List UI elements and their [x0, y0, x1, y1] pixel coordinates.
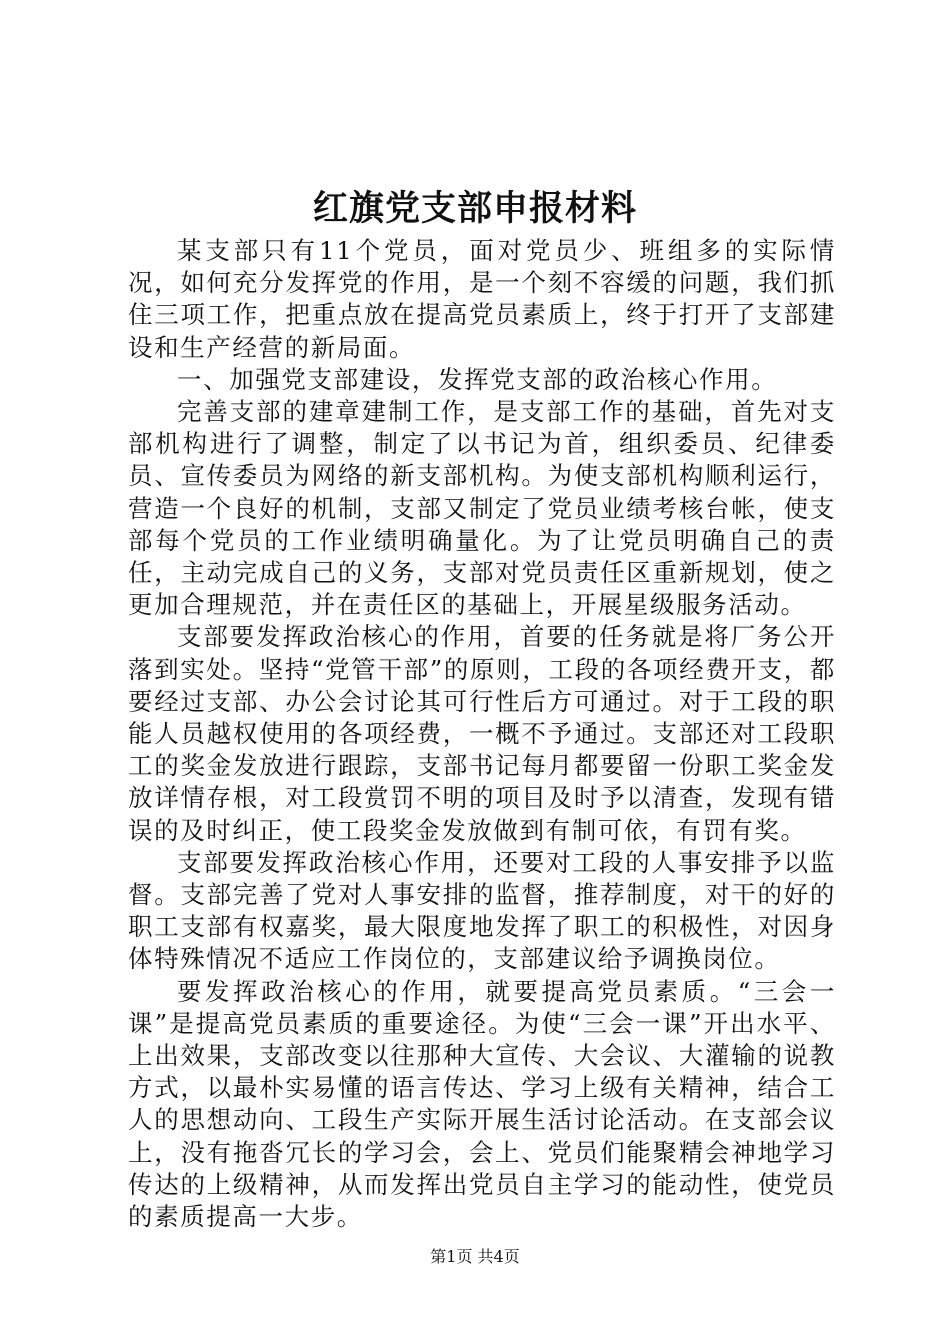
paragraph-organization: 完善支部的建章建制工作，是支部工作的基础，首先对支部机构进行了调整，制定了以书记为首，组织委员、纪律委员、宣传委员为网络的新支部机构。为使支部机构顺利运行，营造一个良好的机制，支部又制定了党员业绩考核台帐，使支部每个党员的工作业绩明确量化。为了让党员明确自己的责任，主动完成自己的义务，支部对党员责任区重新规划，使之更加合理规范，并在责任区的基础上，开展星级服务活动。 [128, 397, 836, 620]
paragraph-openness: 支部要发挥政治核心的作用，首要的任务就是将厂务公开落到实处。坚持“党管干部”的原则，工段的各项经费开支，都要经过支部、办公会讨论其可行性后方可通过。对于工段的职能人员越权使用的各项经费，一概不予通过。支部还对工段职工的奖金发放进行跟踪，支部书记每月都要留一份职工奖金发放详情存根，对工段赏罚不明的项目及时予以清查，发现有错误的及时纠正，使工段奖金发放做到有制可依，有罚有奖。 [128, 622, 836, 845]
paragraph-intro: 某支部只有11个党员，面对党员少、班组多的实际情况，如何充分发挥党的作用，是一个刻不容缓的问题，我们抓住三项工作，把重点放在提高党员素质上，终于打开了支部建设和生产经营的新局面。 [128, 236, 836, 362]
document-title: 红旗党支部申报材料 [312, 188, 637, 229]
paragraph-personnel: 支部要发挥政治核心作用，还要对工段的人事安排予以监督。支部完善了党对人事安排的监督，推荐制度，对干的好的职工支部有权嘉奖，最大限度地发挥了职工的积极性，对因身体特殊情况不适应工作岗位的，支部建议给予调换岗位。 [128, 847, 836, 974]
document-body [128, 235, 836, 1233]
page-number: 第1页 共4页 [430, 1247, 520, 1266]
section-heading-1: 一、加强党支部建设，发挥党支部的政治核心作用。 [177, 364, 778, 394]
paragraph-quality: 要发挥政治核心的作用，就要提高党员素质。“三会一课”是提高党员素质的重要途径。为使“三会一课”开出水平、上出效果，支部改变以往那种大宣传、大会议、大灌输的说教方式，以最朴实易懂的语言传达、学习上级有关精神，结合工人的思想动向、工段生产实际开展生活讨论活动。在支部会议上，没有拖沓冗长的学习会，会上、党员们能聚精会神地学习传达的上级精神，从而发挥出党员自主学习的能动性，使党员的素质提高一大步。 [128, 976, 836, 1232]
